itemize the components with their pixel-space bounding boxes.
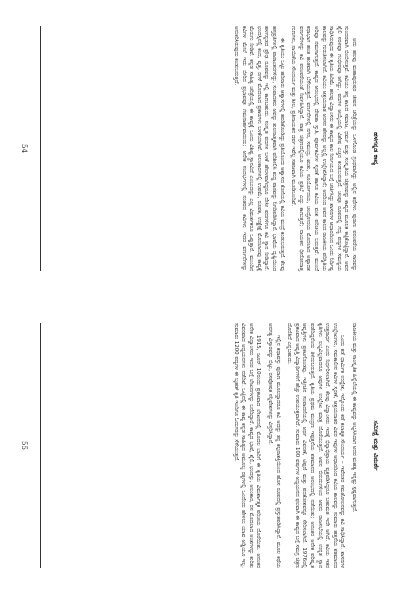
right-paragraph-1: ರಾಜಕೀಯ ಮತ್ತು ಸಾಂಸ್ಕೃತಿಕ ಹಿನ್ನೆಲೆಯಲ್ಲಿ ಈ ಕಾವ್ಯವನ್ನು ಅಭ್ಯಸಿಸಿದಾಗ ಅದರ ಮಹತ್ವ ಇನ್ನಷ್ಟು ಸ್ಪಷ್ಟವಾಗುತ್ತದೆ. (351, 323, 357, 513)
left-paragraph-2: ಈ ಕೃತಿಯು ಒಟ್ಟು ಹದಿನಾರು ಆಶ್ವಾಸಗಳಲ್ಲಿ ಹರಡಿಕೊಂಡಿದ್ದು ಪ್ರತಿಯೊಂದು ಆಶ್ವಾಸದ ಕೊನೆಯಲ್ಲಿ ಕವಿಯ ಮುದ್ರೆ ಕಂಡುಬರುತ್ತದೆ. ಕೆಲವು ಹಸ್ತಪ್ರತಿಗಳಲ್ಲಿ ಪಾಠಾಂತರಗಳಿದ್ದು, ಸಂಪಾದಕರು ಅವನ್ನು ತುಲನಾತ್ಮಕವಾಗಿ ಪರಿಶೀಲಿಸಿ ಶುದ್ಧ ಪಾಠವನ್ನು ನಿಗದಿಪಡಿಸಿದ್ದಾರೆ. ಭಾಷೆಯ ದೃಷ್ಟಿಯಿಂದ ಹಳಗನ್ನಡದ ಪ್ರೌಢ ರೂಪವನ್ನು ಇಲ್ಲಿ ಕಾಣಬಹುದು. ಸಂಸ್ಕೃತ ಪದಗಳ ಬಳಕೆ ಹೇರಳವಾಗಿದ್ದರೂ ದೇಸೀ ಪದಗಳಿಗೂ ಕವಿ ಸ್ಥಾನ ನೀಡಿದ್ದಾನೆ. ಛಂದಸ್ಸಿನಲ್ಲಿ ಕಂದ, ವೃತ್ತ, ರಗಳೆ ಮೊದಲಾದ ಪ್ರಕಾರಗಳು ಬಳಕೆಯಾಗಿವೆ. ಅಲಂಕಾರಗಳಲ್ಲಿ ಉಪಮೆ, ರೂಪಕ, ಉತ್ಪ್ರೇಕ್ಷೆ ಮೊದಲಾದವು ಕಾವ್ಯಕ್ಕೆ ಮೆರುಗು ನೀಡಿವೆ. ಕನ್ನಡ ಸಾಹಿತ್ಯ ಚರಿತ್ರೆಯಲ್ಲಿ ಈ ಕಾವ್ಯಕ್ಕೆ ಒಂದು ವಿಶಿಷ್ಟ ಸ್ಥಾನವಿದೆ ಎಂಬುದನ್ನು ಎಲ್ಲ ವಿಮರ್ಶಕರೂ ಒಪ್ಪುತ್ತಾರೆ. ಮುಂದಿನ ಕವಿಗಳ ಮೇಲೆ ಇದು ಬೀರಿದ ಪ್ರಭಾವವೂ ಗಮನಾರ್ಹವಾದುದು; ಅನೇಕ ಸಂದರ್ಭಗಳಲ್ಲಿ ನಂತರದ ಕವಿಗಳು ಇದರ ವರ್ಣನೆಗಳನ್ನು ಅನುಕರಿಸಿರುವುದು ಕಂಡುಬರುತ್ತದೆ. (233, 26, 285, 271)
right-folio (18, 323, 41, 568)
left-paragraph-1: ಅದು ಹಲವು ಮಹಾಪುರುಷರ ಜೀವನ ಚರಿತ್ರೆಯನ್ನು ಒಳಗೊಂಡ ಗ್ರಂಥವಾಗಿದ್ದು ಅಲ್ಲಿನ ಕಥೆಗಳು ಪುರಾಣ ಪರಂಪರೆಯ ಸಾರವನ್ನು ಸುಂದರವಾಗಿ ಬಿಂಬಿಸುತ್ತವೆ. ಕವಿಯು ತನ್ನ ಕಾಲದ ಸಮಾಜ, ಧರ್ಮ ಮತ್ತು ಸಂಸ್ಕೃತಿಯ ಚಿತ್ರಣವನ್ನು ಕಾವ್ಯದ ಮೂಲಕ ಕಟ್ಟಿಕೊಟ್ಟಿದ್ದಾನೆ. ಅವನ ಶೈಲಿ ಸರಳವೂ ಗಂಭೀರವೂ ಆಗಿದ್ದು, ಪದಗಳ ಆಯ್ಕೆಯಲ್ಲಿ ವಿಶೇಷ ಎಚ್ಚರ ಕಂಡುಬರುತ್ತದೆ. ಚಂಪೂ ರೂಪದಲ್ಲಿ ಗದ್ಯ ಪದ್ಯಗಳ ಸಮನ್ವಯ ಸಾಧಿಸಿರುವುದು ಈ ಕೃತಿಯ ಹಿರಿಮೆ. ಹಲವು ವಿದ್ವಾಂಸರು ಈ ಕಾವ್ಯದ ಕಾಲ ನಿರ್ಣಯದ ಬಗ್ಗೆ ಚರ್ಚಿಸಿದ್ದು ಶಾಸನಗಳ ಆಧಾರದಿಂದ ಒಂದು ನಿರ್ದಿಷ್ಟ ಕಾಲವನ್ನು ಗುರುತಿಸಲಾಗಿದೆ. ಕವಿಯು ಆಶ್ರಯದಾತ ಅರಸನ ಹೆಸರನ್ನು ಅಲ್ಲಲ್ಲಿ ಉಲ್ಲೇಖಿಸಿದ್ದಾನೆ; ಅದರಿಂದ ಅವನ ಕಾಲದ ರಾಜಕೀಯ ಪರಿಸ್ಥಿತಿಯ ಅರಿವೂ ನಮಗಾಗುತ್ತದೆ. ಕಾವ್ಯದ ಆರಂಭದಲ್ಲಿ ದೇವತಾ ಸ್ತುತಿ, ಪೂರ್ವಕವಿಗಳ ಸ್ಮರಣೆ ಹಾಗೂ ಕವಿಯ ವಂಶ ಪರಿಚಯ ಬರುತ್ತವೆ. ಮುಂದೆ ಕಥಾಭಾಗ ಹಂತ ಹಂತವಾಗಿ ಬೆಳೆಯುತ್ತದೆ. ವರ್ಣನೆಗಳಲ್ಲಿ ನಗರ, ಸಮುದ್ರ, ಋತು, ಸೂರ್ಯೋದಯ, ಚಂದ್ರೋದಯ ಮೊದಲಾದ ಅಷ್ಟಾದಶ ವರ್ಣನೆಗಳನ್ನು ಕವಿ ಪರಂಪರೆಯಂತೆ ನಿರ್ವಹಿಸಿದ್ದಾನೆ. ಪಾತ್ರ ಚಿತ್ರಣದಲ್ಲಿಯೂ ಕವಿಯ ಪ್ರತಿಭೆ ಎದ್ದು ಕಾಣುತ್ತದೆ; ನಾಯಕನ ಧೀರೋದಾತ್ತ ಗುಣಗಳು, ನಾಯಿಕೆಯ ಸೌಂದರ್ಯ ಮತ್ತು ಶೀಲ, ಪ್ರತಿನಾಯಕನ ದರ್ಪ ಇವೆಲ್ಲ ಸಹಜವಾಗಿ ಮೂಡಿಬಂದಿವೆ. (290, 26, 357, 271)
right-paragraph-3: ಇಲ್ಲಿನ ಕಥಾವಸ್ತು ಪುರಾಣ ಮೂಲದ್ದಾದರೂ ಕವಿ ಅದನ್ನು ತನ್ನ ಕಲ್ಪನಾಶಕ್ತಿಯಿಂದ ಹೊಸ ರೂಪದಲ್ಲಿ ಪ್ರಸ್ತುತಪಡಿಸಿದ್ದಾನೆ. ಮೂಲ ಕಥೆಯ ಅನಗತ್ಯ ವಿಸ್ತಾರವನ್ನು ಬಿಟ್ಟು, ರಸಪೋಷಕ ಸನ್ನಿವೇಶಗಳನ್ನು ವಿಸ್ತರಿಸಿದ್ದಾನೆ. (267, 323, 281, 568)
right-paragraph-2: ಒಂದು ಕಡೆ ಧಾರ್ಮಿಕ ಉದ್ದೇಶ, ಇನ್ನೊಂದು ಕಡೆ ಕಲಾತ್ಮಕ ಸೌಂದರ್ಯ – ಇವೆರಡರ ಸಮತೋಲನವನ್ನು ಕವಿ ಸಾಧಿಸಿದ್ದಾನೆ. ಶಾಸನಗಳ ಉಲ್ಲೇಖಗಳು, ಸಮಕಾಲೀನ ಕವಿಗಳ ಸ್ಮರಣೆ, ಆಶ್ರಯದಾತರ ವಿವರ ಇವುಗಳ ಆಧಾರದಿಂದ ಕವಿಯ ಕಾಲವನ್ನು ಸುಮಾರು ಹತ್ತನೆಯ ಶತಮಾನದ ಉತ್ತರಾರ್ಧ ಎಂದು ನಿರ್ಧರಿಸಲಾಗಿದೆ. ಕೆಲವು ವಿದ್ವಾಂಸರು ಇದಕ್ಕೆ ಭಿನ್ನಾಭಿಪ್ರಾಯ ವ್ಯಕ್ತಪಡಿಸಿದ್ದರೂ ಬಹುಮತ ಇದೇ ಆಗಿದೆ. ಕವಿಯ ಇತರ ಕೃತಿಗಳು ಲಭ್ಯವಿಲ್ಲವಾದರೂ ಅವುಗಳ ಉಲ್ಲೇಖ ಮಾತ್ರ ದೊರೆಯುತ್ತದೆ. ಅವನ ಬಿರುದುಗಳಿಂದ ಅವನು ರಾಜಸಭೆಯಲ್ಲಿ ಉನ್ನತ ಸ್ಥಾನ ಪಡೆದಿದ್ದನೆಂದು ತಿಳಿದುಬರುತ್ತದೆ. ಕೃತಿಯ ಪ್ರಥಮ ಮುದ್ರಣ ಇಪ್ಪತ್ತನೆಯ ಶತಮಾನದ ಆರಂಭದಲ್ಲಿ ನಡೆಯಿತು; ಅನಂತರ ಅನೇಕ ಪರಿಷ್ಕೃತ ಆವೃತ್ತಿಗಳು ಪ್ರಕಟಗೊಂಡವು. ಇತ್ತೀಚಿನ ಸಂಪಾದನೆಯಲ್ಲಿ ಅರ್ಥ ವಿವರಣೆ, ಟಿಪ್ಪಣಿ ಮತ್ತು ಪದಕೋಶವನ್ನೂ ಸೇರಿಸಲಾಗಿದೆ. 1976ರಲ್ಲಿ ಪ್ರಕಟವಾದ ಆವೃತ್ತಿ ವಿದ್ಯಾರ್ಥಿಗಳಿಗೆ ಹೆಚ್ಚು ಉಪಯುಕ್ತವಾಗಿದೆ. ಸುಮಾರು 100 ವರ್ಷಗಳ ಅಧ್ಯಯನದ ಫಲವಾಗಿ ಈ ಕಾವ್ಯದ ಬಗ್ಗೆ ಸಮಗ್ರ ಚಿತ್ರಣ ದೊರೆತಿದೆ ಎನ್ನಬಹುದು. (286, 323, 346, 568)
right-page-number: 55 (20, 441, 28, 450)
left-folio-rule (40, 26, 41, 271)
left-folio (18, 26, 41, 271)
left-running-head: ಹಳಗನ್ನಡ ಕಾವ್ಯ (372, 132, 380, 165)
right-running-head: ಸಮೀಕ್ಷೆ ಮತ್ತು ವಿಮರ್ಶೆ (372, 420, 380, 471)
right-paragraph-4: 1915, ಜೂನ್ 10ರಂದು ಪ್ರಕಟವಾದ ಲೇಖನದಲ್ಲಿ ಮೊದಲ ಬಾರಿಗೆ ಈ ಕೃತಿಯ ವಿಮರ್ಶಾತ್ಮಕ ಪರಿಚಯ ದೊರೆಯಿತು. ಅನಂತರ ಅನೇಕ ವಿದ್ವಾಂಸರು ಇದರ ಬಗ್ಗೆ ಲೇಖನಗಳನ್ನು ಬರೆದಿದ್ದಾರೆ. ಕಾವ್ಯದ ಭಾಷೆ, ಶೈಲಿ, ಛಂದಸ್ಸು, ಅಲಂಕಾರ, ರಸ ಮೊದಲಾದ ಅಂಶಗಳನ್ನು ಕುರಿತು ವಿವರವಾದ ಅಧ್ಯಯನಗಳು ನಡೆದಿವೆ. ಒಟ್ಟಿನಲ್ಲಿ ಈ ಕಾವ್ಯ ಕನ್ನಡ ಸಾಹಿತ್ಯದ ಅಮೂಲ್ಯ ರತ್ನಗಳಲ್ಲಿ ಒಂದೆಂದು ಹೇಳಲು ಯಾವ ಅಡ್ಡಿಯೂ ಇಲ್ಲ. ಸುಮಾರು 1200 ಪದ್ಯಗಳ ಈ ಬೃಹತ್ ಕೃತಿ ಇಂದಿಗೂ ಓದುಗರನ್ನು ಸೆಳೆಯುತ್ತದೆ. (232, 323, 262, 568)
right-folio-rule (40, 323, 41, 568)
left-page-number: 54 (20, 144, 28, 153)
right-page (0, 297, 420, 594)
